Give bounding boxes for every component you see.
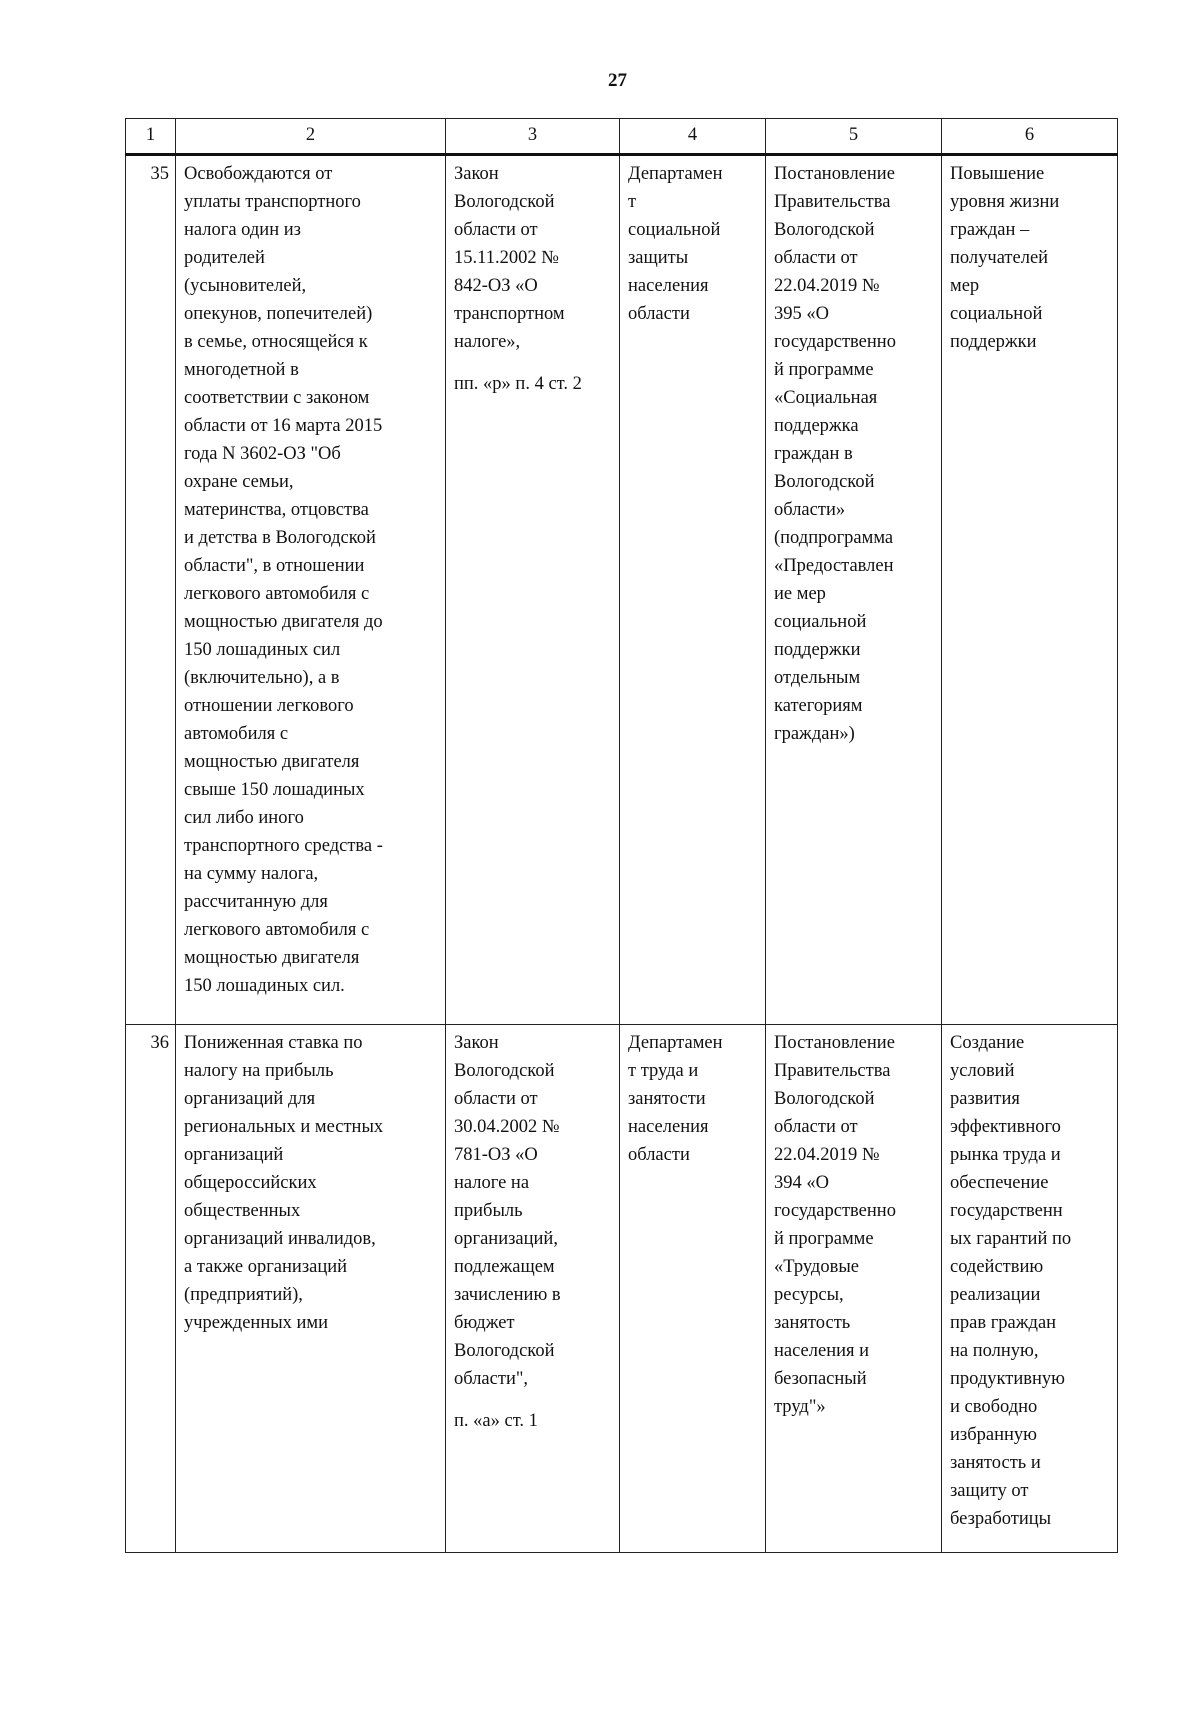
program: Постановление Правительства Вологодской области от 22.04.2019 № 394 «О государственно й программе «Трудовые ресурсы, занятость населения и безопасный труд"» — [774, 1033, 896, 1417]
page-number: 27 — [608, 70, 627, 91]
legal-basis-cell — [446, 1025, 620, 1553]
program-cell — [766, 1025, 942, 1553]
benefit-description-cell — [176, 155, 446, 1025]
table-row — [126, 155, 1118, 1025]
column-header: 1 — [126, 119, 176, 155]
column-header: 2 — [176, 119, 446, 155]
legal-basis: Закон Вологодской области от 30.04.2002 № 781-ОЗ «О налоге на прибыль организаций, подлежащем зачислению в бюджет Вологодской области", — [454, 1033, 561, 1389]
table-row — [126, 1025, 1118, 1553]
program: Постановление Правительства Вологодской области от 22.04.2019 № 395 «О государственно й программе «Социальная поддержка граждан в Вологодской области» (подпрограмма «Предоставлен ие мер социальной поддержки отдельным категориям граждан») — [774, 164, 896, 744]
goal: Создание условий развития эффективного рынка труда и обеспечение государственн ых гарантий по содействию реализации прав граждан на полную, продуктивную и свободно избранную занятость и защиту от безработицы — [950, 1033, 1072, 1529]
department-cell — [620, 1025, 766, 1553]
program-cell — [766, 155, 942, 1025]
legal-basis: Закон Вологодской области от 15.11.2002 № 842-ОЗ «О транспортном налоге», — [454, 164, 565, 352]
benefits-table — [125, 118, 1118, 1553]
benefit-description-cell — [176, 1025, 446, 1553]
column-header: 5 — [766, 119, 942, 155]
benefit-description: Пониженная ставка по налогу на прибыль организаций для региональных и местных организаций общероссийских общественных организаций инвалидов, а также организаций (предприятий), учрежденных ими — [184, 1033, 384, 1333]
legal-basis-clause: п. «а» ст. 1 — [454, 1411, 538, 1431]
department: Департамен т труда и занятости населения области — [628, 1033, 723, 1165]
row-number: 36 — [126, 1025, 176, 1553]
department: Департамен т социальной защиты населения области — [628, 164, 723, 324]
legal-basis-cell — [446, 155, 620, 1025]
column-header: 6 — [942, 119, 1118, 155]
goal-cell — [942, 1025, 1118, 1553]
column-header: 4 — [620, 119, 766, 155]
row-number: 35 — [126, 155, 176, 1025]
legal-basis-clause: пп. «р» п. 4 ст. 2 — [454, 374, 582, 394]
goal-cell — [942, 155, 1118, 1025]
department-cell — [620, 155, 766, 1025]
table-header-row — [126, 119, 1118, 155]
benefit-description: Освобождаются от уплаты транспортного налога один из родителей (усыновителей, опекунов, попечителей) в семье, относящейся к многодетной в соответствии с законом области от 16 марта 2015 года N 3602-ОЗ "Об охране семьи, материнства, отцовства и детства в Вологодской области", в отношении легкового автомобиля с мощностью двигателя до 150 лошадиных сил (включительно), а в отношении легкового автомобиля с мощностью двигателя свыше 150 лошадиных сил либо иного транспортного средства - на сумму налога, рассчитанную для легкового автомобиля с мощностью двигателя 150 лошадиных сил. — [184, 164, 383, 996]
column-header: 3 — [446, 119, 620, 155]
goal: Повышение уровня жизни граждан – получателей мер социальной поддержки — [950, 164, 1060, 352]
